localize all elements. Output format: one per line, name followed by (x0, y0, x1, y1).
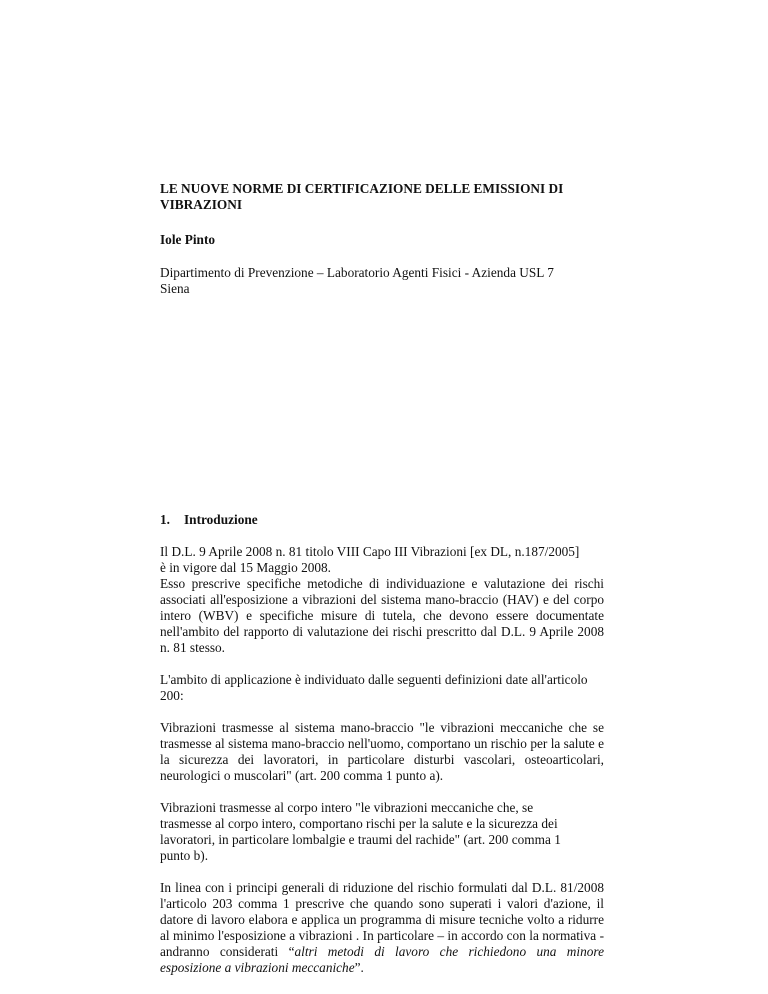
paragraph-1-rest: Esso prescrive specifiche metodiche di individuazione e valutazione dei rischi associati all'esposizione a vibrazioni del sistema mano-braccio (HAV) e del corpo intero (WBV) e specifiche misure di tutela, che devono essere documentate nell'ambito del rapporto di valutazione dei rischi prescritto dal D.L. 9 Aprile 2008 n. 81 stesso. (160, 576, 604, 655)
paragraph-4-line-1: Vibrazioni trasmesse al corpo intero "le vibrazioni meccaniche che, se (160, 800, 534, 815)
author-text: Iole Pinto (160, 232, 216, 247)
affiliation-line-2: Siena (160, 281, 190, 296)
paragraph-5-italic: altri metodi di lavoro che richiedono una minore esposizione a vibrazioni meccaniche (160, 944, 604, 975)
paragraph-3: Vibrazioni trasmesse al sistema mano-braccio "le vibrazioni meccaniche che se trasmesse al sistema mano-braccio nell'uomo, comportano un rischio per la salute e la sicurezza dei lavoratori, in particolare disturbi vascolari, osteoarticolari, neurologici o muscolari" (art. 200 comma 1 punto a). (160, 720, 604, 783)
body-text (160, 544, 604, 976)
paragraph-5 (160, 880, 604, 976)
author-name (160, 232, 604, 248)
paragraph-4-line-4: punto b). (160, 848, 209, 863)
paragraph-2-line-2: 200: (160, 688, 184, 703)
document-title (160, 181, 604, 213)
title-line-2: VIBRAZIONI (160, 197, 243, 212)
paragraph-5-text: In linea con i principi generali di riduzione del rischio formulati dal D.L. 81/2008 l'articolo 203 comma 1 prescrive che quando sono superati i valori d'azione, il datore di lavoro elabora e applica un programma di misure tecniche volto a ridurre al minimo l'esposizione a vibrazioni . In particolare – in accordo con la normativa - andranno considerati “ (160, 880, 604, 959)
section-number: 1. (160, 512, 170, 527)
paragraph-1-line-1: Il D.L. 9 Aprile 2008 n. 81 titolo VIII Capo III Vibrazioni [ex DL, n.187/2005] (160, 544, 580, 559)
paragraph-4-line-2: trasmesse al corpo intero, comportano rischi per la salute e la sicurezza dei (160, 816, 558, 831)
paragraph-1-line-2: è in vigore dal 15 Maggio 2008. (160, 560, 331, 575)
section-title: Introduzione (184, 512, 258, 527)
section-heading (160, 512, 604, 528)
title-line-1: LE NUOVE NORME DI CERTIFICAZIONE DELLE EMISSIONI DI (160, 181, 564, 196)
paragraph-4-line-3: lavoratori, in particolare lombalgie e traumi del rachide" (art. 200 comma 1 (160, 832, 561, 847)
affiliation (160, 265, 604, 297)
affiliation-line-1: Dipartimento di Prevenzione – Laboratorio Agenti Fisici - Azienda USL 7 (160, 265, 554, 280)
paragraph-5-end: ”. (354, 960, 364, 975)
paragraph-2-line-1: L'ambito di applicazione è individuato dalle seguenti definizioni date all'articolo (160, 672, 588, 687)
